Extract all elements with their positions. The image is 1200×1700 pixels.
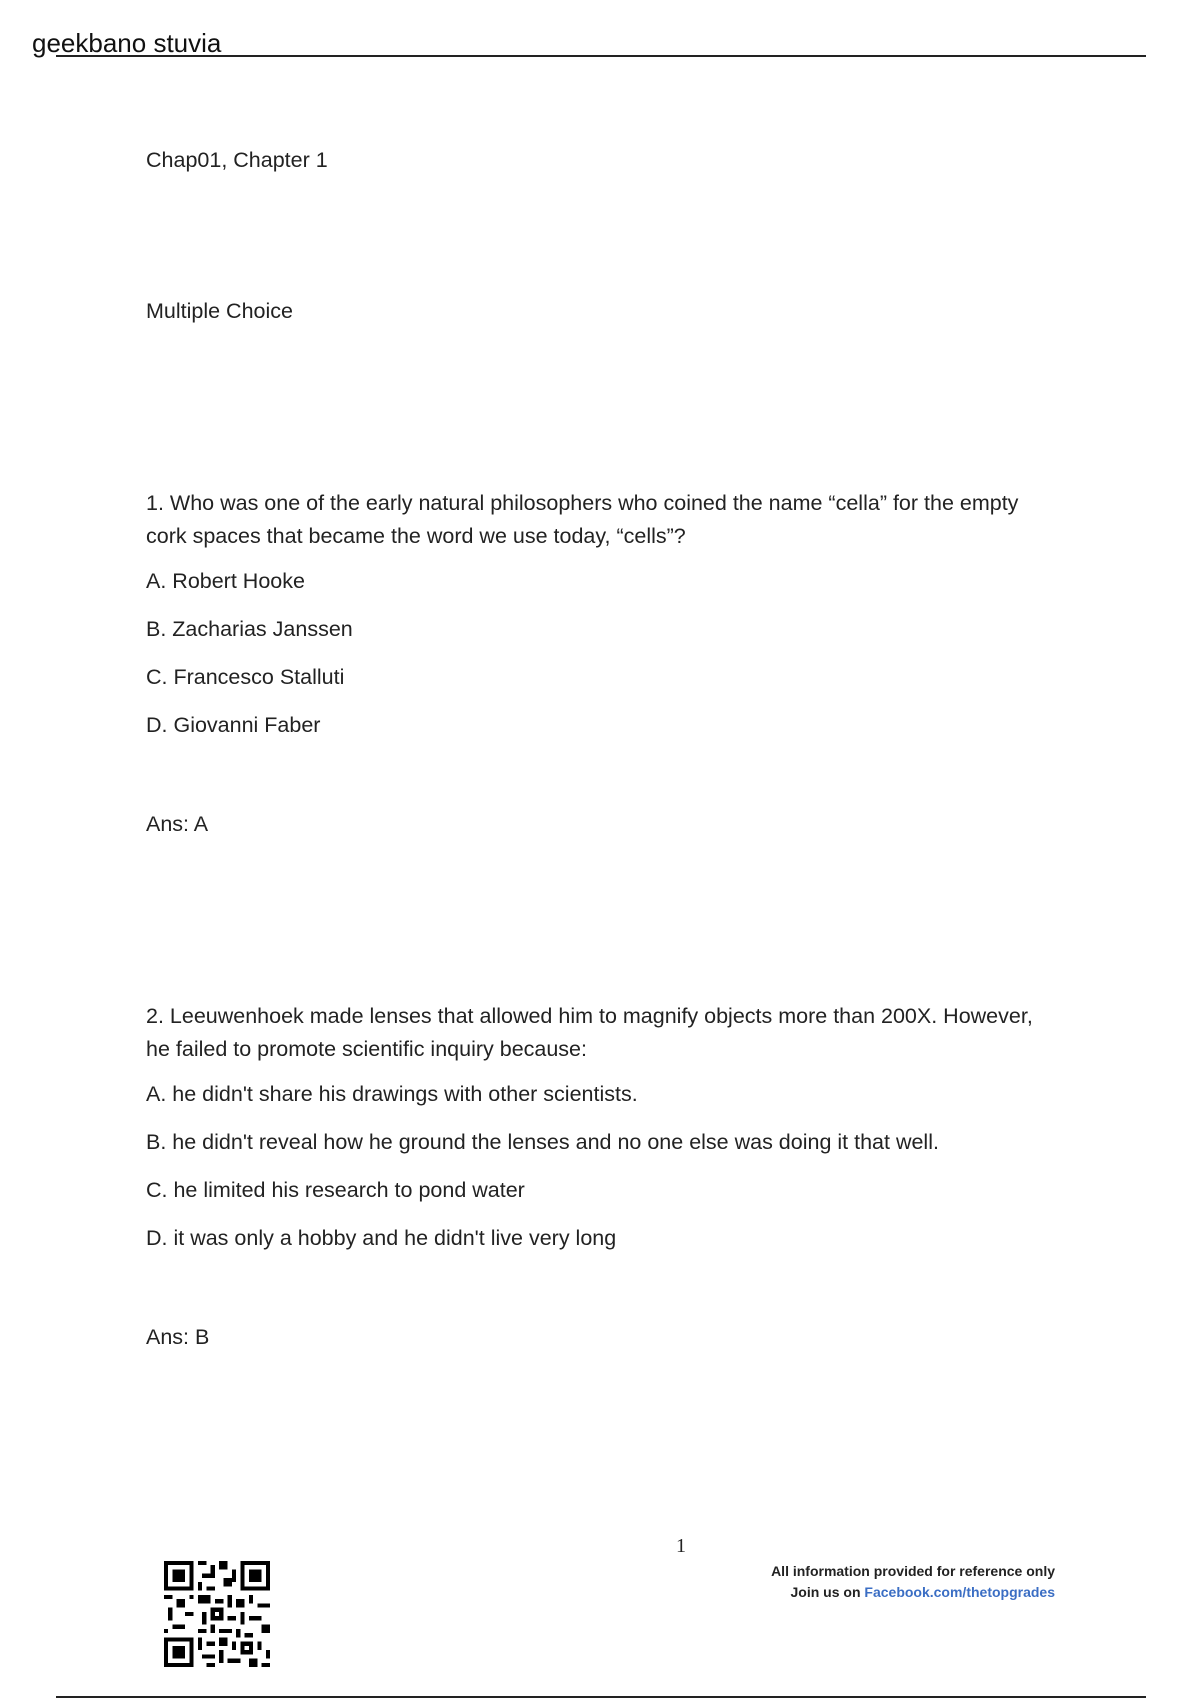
footer-join-text: Join us on — [790, 1584, 865, 1600]
question-2-option-a: A. he didn't share his drawings with other scientists. — [146, 1082, 638, 1106]
footer-note-line2 — [771, 1582, 1055, 1603]
question-1-option-c: C. Francesco Stalluti — [146, 665, 345, 689]
question-1-text: 1. Who was one of the early natural philosophers who coined the name “cella” for the empty cork spaces that became the word we use today, “cells”? — [146, 491, 1019, 548]
question-1-answer: Ans: A — [146, 812, 209, 836]
question-1-option-a: A. Robert Hooke — [146, 569, 305, 593]
site-header-title: geekbano stuvia — [32, 28, 222, 58]
question-2 — [146, 1000, 1046, 1270]
question-2-text: 2. Leeuwenhoek made lenses that allowed him to magnify objects more than 200X. However, he failed to promote scientific inquiry because: — [146, 1004, 1033, 1061]
page-number: 1 — [676, 1535, 686, 1557]
question-1-option-b: B. Zacharias Janssen — [146, 617, 353, 641]
question-2-option-c: C. he limited his research to pond water — [146, 1178, 525, 1202]
question-1-option-d: D. Giovanni Faber — [146, 713, 321, 737]
question-2-answer: Ans: B — [146, 1325, 210, 1349]
qr-code-icon — [164, 1561, 270, 1667]
question-2-option-b: B. he didn't reveal how he ground the lenses and no one else was doing it that well. — [146, 1130, 939, 1154]
header-divider — [56, 55, 1146, 57]
question-2-option-d: D. it was only a hobby and he didn't live very long — [146, 1226, 617, 1250]
footer-divider — [56, 1696, 1146, 1698]
chapter-title: Chap01, Chapter 1 — [146, 148, 328, 172]
footer-note — [771, 1561, 1055, 1603]
footer-note-line1: All information provided for reference only — [771, 1563, 1055, 1579]
section-title: Multiple Choice — [146, 299, 293, 323]
facebook-link[interactable]: Facebook.com/thetopgrades — [864, 1584, 1055, 1600]
question-1 — [146, 487, 1046, 757]
